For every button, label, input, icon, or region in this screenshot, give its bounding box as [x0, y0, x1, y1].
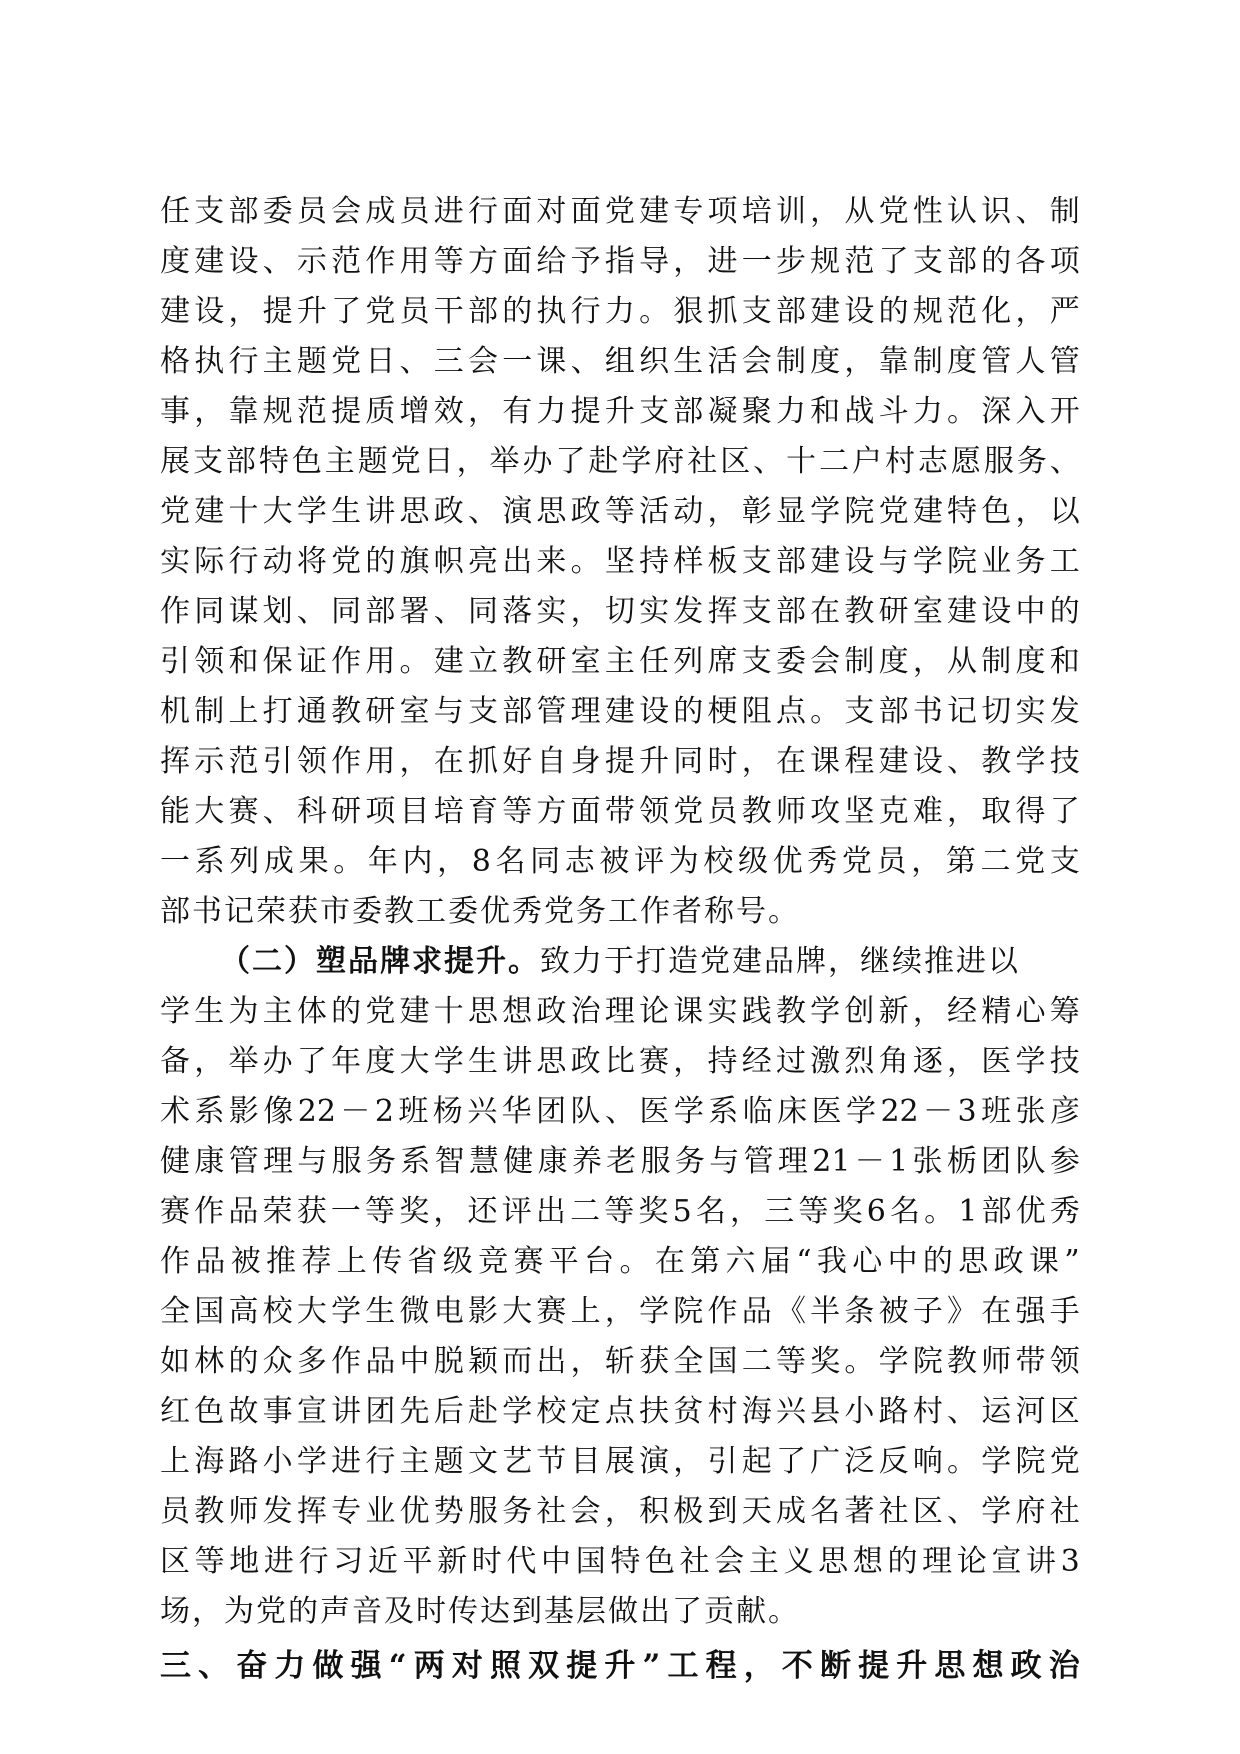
text-line: 展 支 部 特 色 主 题 党 日 ， 举 办 了 赴 学 府 社 区 、 十 二 户 村 志 愿 服 务 、	[160, 444, 1080, 479]
text-line: 能 大 赛 、 科 研 项 目 培 育 等 方 面 带 领 党 员 教 师 攻 坚 克 难 ， 取 得 了	[160, 794, 1080, 829]
text-line: 备 ， 举 办 了 年 度 大 学 生 讲 思 政 比 赛 ， 持 经 过 激 烈 角 逐 ， 医 学 技	[160, 1044, 1080, 1079]
text-line: 场，为党的声音及时传达到基层做出了贡献。	[160, 1594, 800, 1629]
text-line: 全 国 高 校 大 学 生 微 电 影 大 赛 上 ， 学 院 作 品 《 半 条 被 子 》 在 强 手	[160, 1294, 1080, 1329]
paragraph-2	[160, 937, 1080, 1637]
text-line: 建 设 ， 提 升 了 党 员 干 部 的 执 行 力 。 狠 抓 支 部 建 设 的 规 范 化 ， 严	[160, 294, 1080, 329]
first-line-text: 致力于打造党建品牌，继续推进以	[540, 944, 1020, 979]
section-subheading: （二）塑品牌求提升。	[220, 944, 540, 979]
text-line: 作 品 被 推 荐 上 传 省 级 竞 赛 平 台 。 在 第 六 届 “ 我 心 中 的 思 政 课 ”	[160, 1244, 1080, 1279]
text-line: 度 建 设 、 示 范 作 用 等 方 面 给 予 指 导 ， 进 一 步 规 范 了 支 部 的 各 项	[160, 244, 1080, 279]
text-line: 健 康 管 理 与 服 务 系 智 慧 健 康 养 老 服 务 与 管 理 21 － 1 张 栃 团 队 参	[160, 1144, 1080, 1179]
text-line: 上 海 路 小 学 进 行 主 题 文 艺 节 目 展 演 ， 引 起 了 广 泛 反 响 。 学 院 党	[160, 1444, 1080, 1479]
text-line: 部书记荣获市委教工委优秀党务工作者称号。	[160, 894, 800, 929]
text-line: 红 色 故 事 宣 讲 团 先 后 赴 学 校 定 点 扶 贫 村 海 兴 县 小 路 村 、 运 河 区	[160, 1394, 1080, 1429]
text-line: 事 ， 靠 规 范 提 质 增 效 ， 有 力 提 升 支 部 凝 聚 力 和 战 斗 力 。 深 入 开	[160, 394, 1080, 429]
document-body	[160, 187, 1080, 1691]
text-line: 术 系 影 像 22 － 2 班 杨 兴 华 团 队 、 医 学 系 临 床 医 学 22 － 3 班 张 彦	[160, 1094, 1080, 1129]
text-line: 机 制 上 打 通 教 研 室 与 支 部 管 理 建 设 的 梗 阻 点 。 支 部 书 记 切 实 发	[160, 694, 1080, 729]
paragraph-2-first-line	[160, 937, 1080, 987]
text-line: 引 领 和 保 证 作 用 。 建 立 教 研 室 主 任 列 席 支 委 会 制 度 ， 从 制 度 和	[160, 644, 1080, 679]
text-line: 一 系 列 成 果 。 年 内 ， 8 名 同 志 被 评 为 校 级 优 秀 党 员 ， 第 二 党 支	[160, 844, 1080, 879]
text-line: 员 教 师 发 挥 专 业 优 势 服 务 社 会 ， 积 极 到 天 成 名 著 社 区 、 学 府 社	[160, 1494, 1080, 1529]
text-line: 作 同 谋 划 、 同 部 署 、 同 落 实 ， 切 实 发 挥 支 部 在 教 研 室 建 设 中 的	[160, 594, 1080, 629]
section-heading-3: 三 、 奋 力 做 强 “ 两 对 照 双 提 升 ” 工 程 ， 不 断 提 升 思 想 政 治	[160, 1648, 1080, 1684]
paragraph-1	[160, 187, 1080, 937]
text-line: 实 际 行 动 将 党 的 旗 帜 亮 出 来 。 坚 持 样 板 支 部 建 设 与 学 院 业 务 工	[160, 544, 1080, 579]
text-line: 挥 示 范 引 领 作 用 ， 在 抓 好 自 身 提 升 同 时 ， 在 课 程 建 设 、 教 学 技	[160, 744, 1080, 779]
text-line: 赛 作 品 荣 获 一 等 奖 ， 还 评 出 二 等 奖 5 名 ， 三 等 奖 6 名 。 1 部 优 秀	[160, 1194, 1080, 1229]
text-line: 区 等 地 进 行 习 近 平 新 时 代 中 国 特 色 社 会 主 义 思 想 的 理 论 宣 讲 3	[160, 1544, 1080, 1579]
text-line: 学 生 为 主 体 的 党 建 十 思 想 政 治 理 论 课 实 践 教 学 创 新 ， 经 精 心 筹	[160, 994, 1080, 1029]
text-line: 格 执 行 主 题 党 日 、 三 会 一 课 、 组 织 生 活 会 制 度 ， 靠 制 度 管 人 管	[160, 344, 1080, 379]
text-line: 任 支 部 委 员 会 成 员 进 行 面 对 面 党 建 专 项 培 训 ， 从 党 性 认 识 、 制	[160, 194, 1080, 229]
text-line: 如 林 的 众 多 作 品 中 脱 颖 而 出 ， 斩 获 全 国 二 等 奖 。 学 院 教 师 带 领	[160, 1344, 1080, 1379]
text-line: 党 建 十 大 学 生 讲 思 政 、 演 思 政 等 活 动 ， 彰 显 学 院 党 建 特 色 ， 以	[160, 494, 1080, 529]
